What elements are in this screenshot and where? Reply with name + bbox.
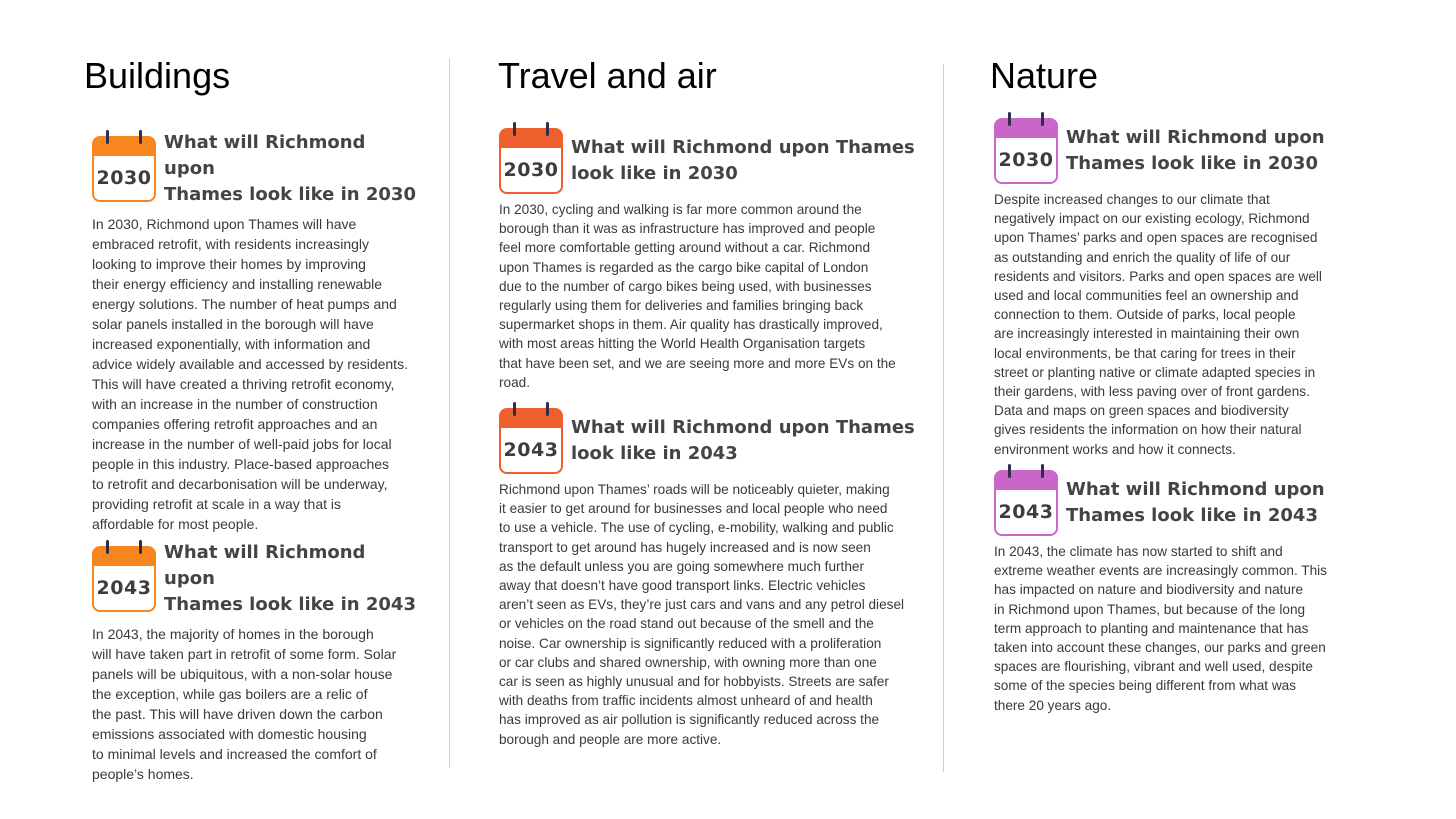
column-divider bbox=[449, 58, 450, 768]
content-block-2043 bbox=[994, 470, 1344, 715]
block-heading: What will Richmond upon Thames look like in 2030 bbox=[164, 132, 416, 205]
calendar-icon bbox=[499, 408, 563, 474]
block-paragraph: Richmond upon Thames’ roads will be noticeably quieter, making it easier to get around for businesses and local people who need to use a vehicle. The use of cycling, e-mobility, walking and public transport to get around has hugely increased and is now seen as the default unless you are going somewhere much further away that doesn’t have good transport links. Electric vehicles aren’t seen as EVs, they’re just cars and vans and any petrol diesel or vehicles on the road stand out because of the smell and the noise. Car ownership is significantly reduced with a proliferation or car clubs and shared ownership, with owning more than one car is seen as highly unusual and for hobbyists. Streets are safer with deaths from traffic incidents almost unheard of and health has improved as air pollution is significantly reduced across the borough and people are more active. bbox=[499, 482, 905, 747]
block-heading: What will Richmond upon Thames look like in 2030 bbox=[1066, 127, 1325, 174]
calendar-icon bbox=[994, 118, 1058, 184]
block-heading: What will Richmond upon Thames look like in 2043 bbox=[1066, 479, 1325, 526]
content-block-2043 bbox=[499, 408, 919, 749]
content-block-2030 bbox=[499, 128, 919, 392]
calendar-year: 2030 bbox=[994, 138, 1058, 184]
calendar-icon bbox=[499, 128, 563, 194]
calendar-icon bbox=[92, 136, 156, 202]
column-divider bbox=[943, 64, 944, 772]
content-block-2030 bbox=[994, 118, 1344, 459]
block-heading: What will Richmond upon Thames look like in 2030 bbox=[571, 137, 915, 184]
calendar-year: 2030 bbox=[92, 156, 156, 202]
block-paragraph: In 2030, cycling and walking is far more common around the borough than it was as infrastructure has improved and people feel more comfortable getting around without a car. Richmond upon Thames is regarded as the cargo bike capital of London due to the number of cargo bikes being used, with businesses regularly using them for deliveries and families bringing back supermarket shops in them. Air quality has drastically improved, with most areas hitting the World Health Organisation targets that have been set, and we are seeing more and more EVs on the road. bbox=[499, 202, 896, 390]
column-title: Travel and air bbox=[498, 55, 717, 96]
column-title: Nature bbox=[990, 55, 1099, 96]
block-paragraph: In 2030, Richmond upon Thames will have embraced retrofit, with residents increasingly looking to improve their homes by improving their energy efficiency and installing renewable energy solutions. The number of heat pumps and solar panels installed in the borough will have increased exponentially, with information and advice widely available and accessed by residents. This will have created a thriving retrofit economy, with an increase in the number of construction companies offering retrofit approaches and an increase in the number of well-paid jobs for local people in this industry. Place-based approaches to retrofit and decarbonisation will be underway, providing retrofit at scale in a way that is affordable for most people. bbox=[92, 216, 408, 532]
calendar-icon bbox=[994, 470, 1058, 536]
block-paragraph: Despite increased changes to our climate that negatively impact on our existing ecology, Richmond upon Thames’ parks and open spaces are recognised as outstanding and enrich the quality of life of our residents and visitors. Parks and open spaces are well used and local communities feel an ownership and connection to them. Outside of parks, local people are increasingly interested in maintaining their own local environments, be that caring for trees in their street or planting native or climate adapted species in their gardens, with less paving over of front gardens. Data and maps on green spaces and biodiversity gives residents the information on how their natural environment works and how it connects. bbox=[994, 192, 1322, 457]
block-heading: What will Richmond upon Thames look like in 2043 bbox=[164, 542, 416, 615]
column-title: Buildings bbox=[84, 55, 231, 96]
block-heading: What will Richmond upon Thames look like in 2043 bbox=[571, 417, 915, 464]
calendar-year: 2043 bbox=[499, 428, 563, 474]
block-paragraph: In 2043, the majority of homes in the borough will have taken part in retrofit of some form. Solar panels will be ubiquitous, with a non-solar house the exception, while gas boilers are a relic of the past. This will have driven down the carbon emissions associated with domestic housing to minimal levels and increased the comfort of people’s homes. bbox=[92, 626, 397, 782]
calendar-year: 2043 bbox=[92, 566, 156, 612]
block-paragraph: In 2043, the climate has now started to shift and extreme weather events are increasingly common. This has impacted on nature and biodiversity and nature in Richmond upon Thames, but because of the long term approach to planting and maintenance that has taken into account these changes, our parks and green spaces are flourishing, vibrant and well used, despite some of the species being different from what was there 20 years ago. bbox=[994, 544, 1327, 713]
calendar-year: 2030 bbox=[499, 148, 563, 194]
content-block-2043 bbox=[92, 540, 422, 784]
content-block-2030 bbox=[92, 130, 422, 534]
calendar-icon bbox=[92, 546, 156, 612]
calendar-year: 2043 bbox=[994, 490, 1058, 536]
